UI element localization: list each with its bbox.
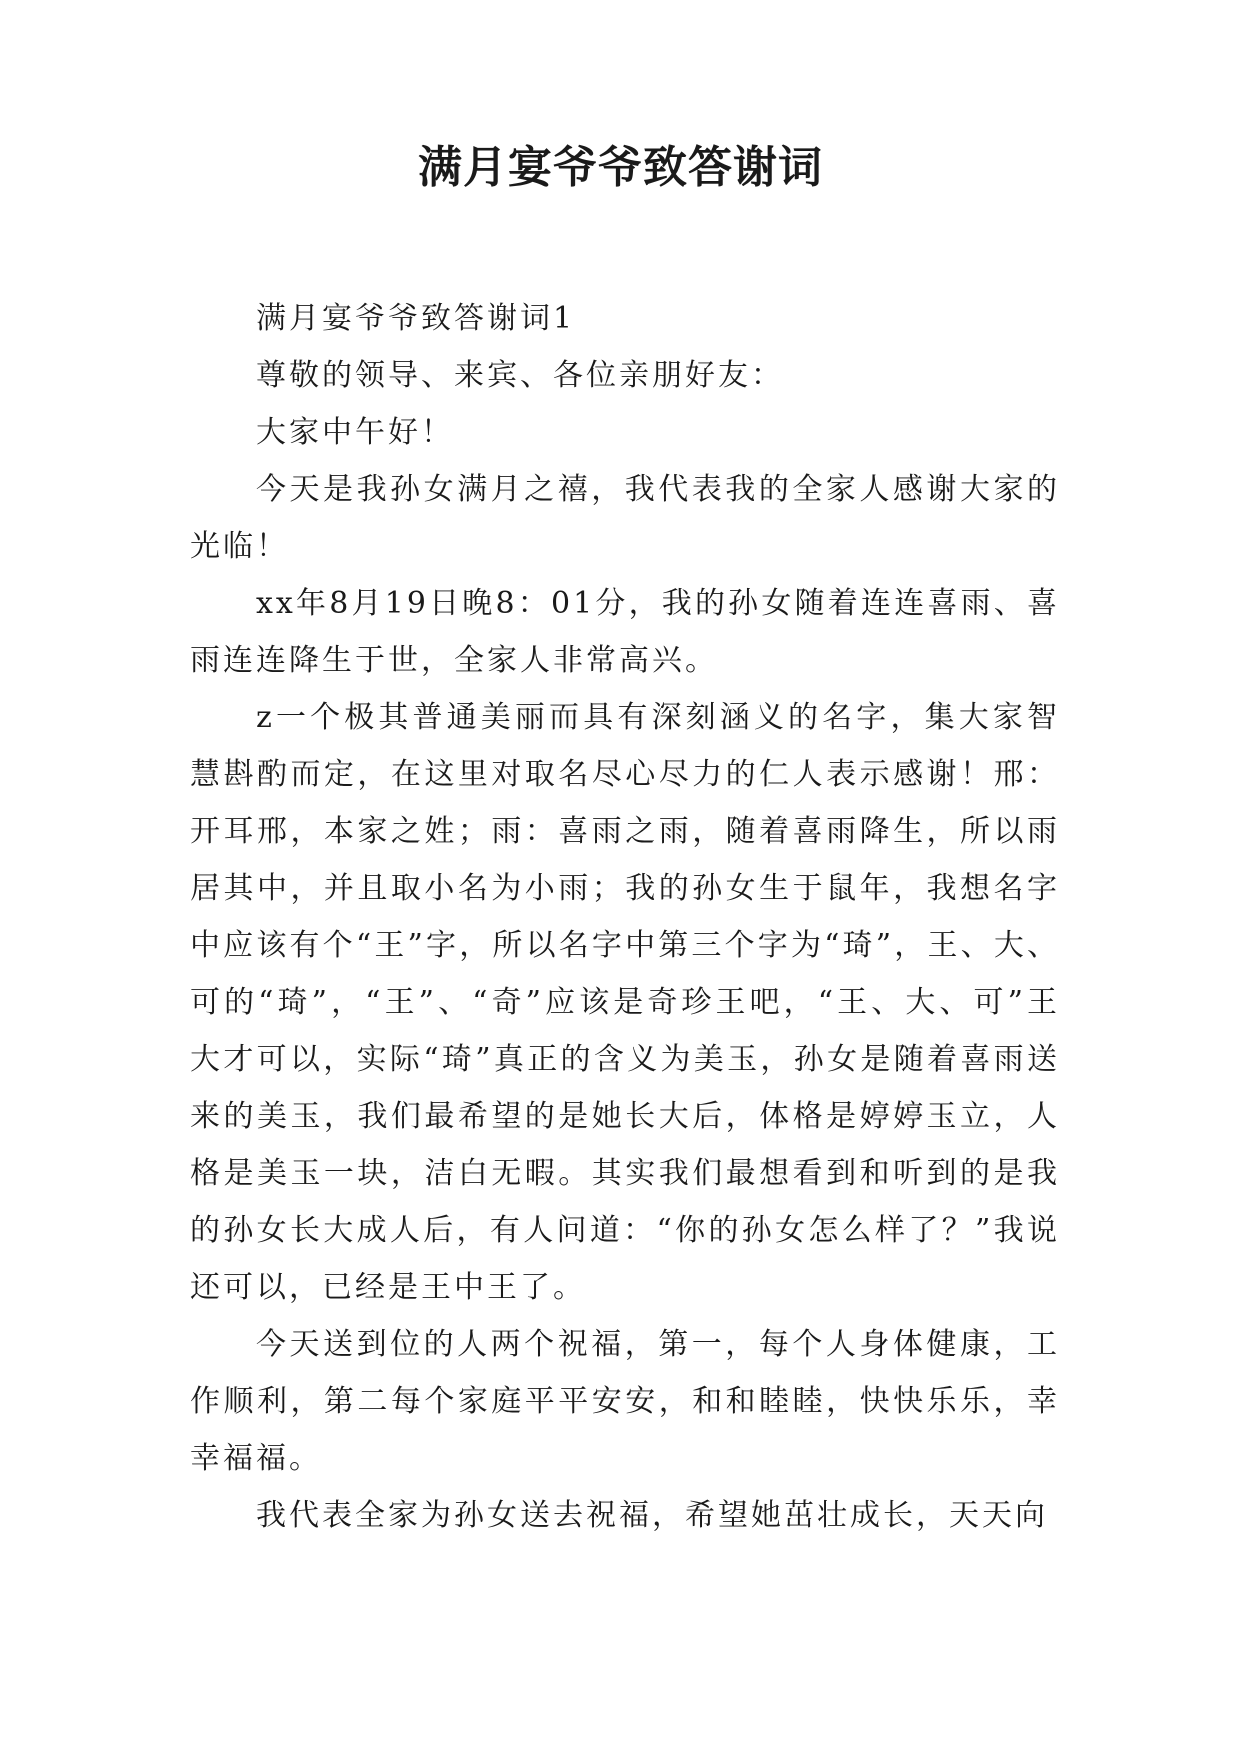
paragraph-closing: 我代表全家为孙女送去祝福，希望她茁壮成长，天天向 <box>256 1498 1048 1533</box>
paragraph-birth: xx年8月19日晚8：01分，我的孙女随着连连喜雨、喜雨连连降生于世，全家人非常高兴。 <box>190 586 1060 678</box>
paragraph-thanks: 今天是我孙女满月之禧，我代表我的全家人感谢大家的光临！ <box>190 472 1060 564</box>
document-body <box>190 290 1060 1544</box>
paragraph-subtitle: 满月宴爷爷致答谢词1 <box>256 301 576 336</box>
paragraph-salutation: 尊敬的领导、来宾、各位亲朋好友： <box>256 358 784 393</box>
paragraph-blessings: 今天送到位的人两个祝福，第一，每个人身体健康，工作顺利，第二每个家庭平平安安，和和睦睦，快快乐乐，幸幸福福。 <box>190 1327 1060 1476</box>
paragraph-greeting: 大家中午好！ <box>256 415 454 450</box>
paragraph-name-meaning: z一个极其普通美丽而具有深刻涵义的名字，集大家智慧斟酌而定，在这里对取名尽心尽力的仁人表示感谢！邢：开耳邢，本家之姓；雨：喜雨之雨，随着喜雨降生，所以雨居其中，并且取小名为小雨；我的孙女生于鼠年，我想名字中应该有个“王”字，所以名字中第三个字为“琦”，王、大、可的“琦”，“王”、“奇”应该是奇珍王吧，“王、大、可”王大才可以，实际“琦”真正的含义为美玉，孙女是随着喜雨送来的美玉，我们最希望的是她长大后，体格是婷婷玉立，人格是美玉一块，洁白无暇。其实我们最想看到和听到的是我的孙女长大成人后，有人问道：“你的孙女怎么样了？”我说还可以，已经是王中王了。 <box>190 700 1060 1305</box>
document-title: 满月宴爷爷致答谢词 <box>418 142 823 193</box>
